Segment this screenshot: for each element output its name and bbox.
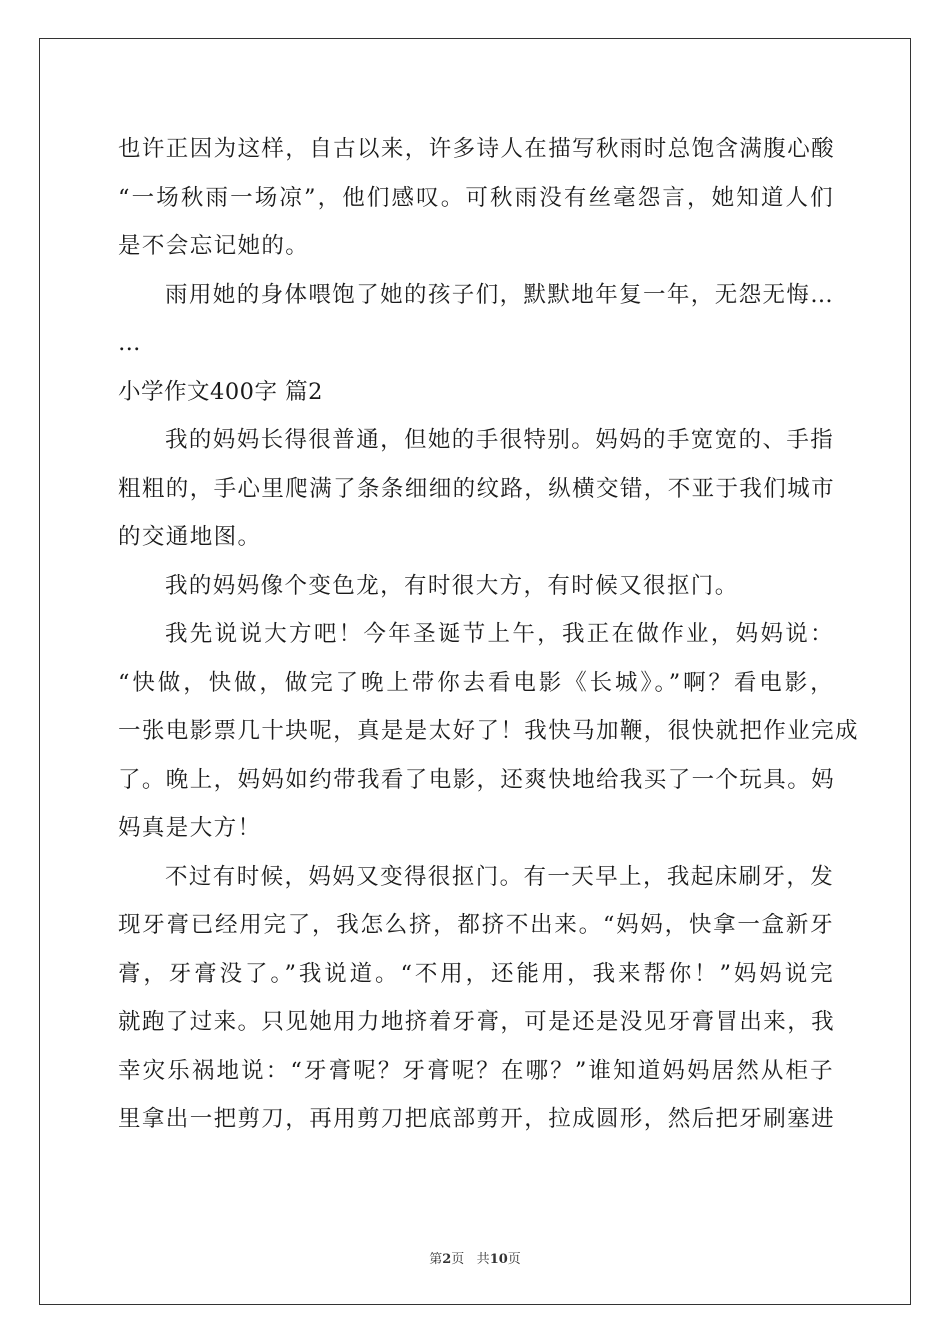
text-line: 不过有时候，妈妈又变得很抠门。有一天早上，我起床刷牙，发 [165,863,835,890]
text-line: “快做，快做，做完了晚上带你去看电影《长城》。”啊？看电影， [118,669,834,696]
total-prefix: 共 [476,1252,490,1267]
text-line: 膏，牙膏没了。”我说道。“不用，还能用，我来帮你！”妈妈说完 [118,960,834,987]
text-line: “一场秋雨一场凉”，他们感叹。可秋雨没有丝毫怨言，她知道人们 [118,184,834,211]
total-pages: 10 [489,1252,508,1267]
text-line: 幸灾乐祸地说：“牙膏呢？牙膏呢？在哪？”谁知道妈妈居然从柜子 [118,1057,834,1084]
text-line: 是不会忘记她的。 [118,233,310,259]
page-prefix: 第 [429,1252,443,1267]
text-line: 我的妈妈长得很普通，但她的手很特别。妈妈的手宽宽的、手指 [165,427,835,453]
text-line: … [118,330,142,356]
text-line: 的交通地图。 [118,524,262,550]
page-number: 2 [442,1252,452,1267]
text-line: 一张电影票几十块呢，真是是太好了！我快马加鞭，很快就把作业完成 [118,718,859,744]
text-line: 妈真是大方！ [118,815,262,841]
total-suffix: 页 [507,1252,521,1267]
text-line: 现牙膏已经用完了，我怎么挤，都挤不出来。“妈妈，快拿一盒新牙 [118,912,834,938]
text-line: 也许正因为这样，自古以来，许多诗人在描写秋雨时总饱含满腹心酸 [118,136,836,162]
section-heading: 小学作文400字 篇2 [118,378,323,405]
text-line: 就跑了过来。只见她用力地挤着牙膏，可是还是没见牙膏冒出来，我 [118,1009,836,1035]
page-suffix: 页 [451,1252,465,1267]
text-line: 雨用她的身体喂饱了她的孩子们，默默地年复一年，无怨无悔… [165,281,835,308]
text-line: 了。晚上，妈妈如约带我看了电影，还爽快地给我买了一个玩具。妈 [118,766,836,793]
text-line: 里拿出一把剪刀，再用剪刀把底部剪开，拉成圆形，然后把牙刷塞进 [118,1106,836,1132]
document-body [118,125,859,1144]
page-footer [0,1248,950,1267]
text-line: 粗粗的，手心里爬满了条条细细的纹路，纵横交错，不亚于我们城市 [118,475,836,502]
text-line: 我的妈妈像个变色龙，有时很大方，有时候又很抠门。 [165,572,739,599]
text-line: 我先说说大方吧！今年圣诞节上午，我正在做作业，妈妈说： [165,621,834,647]
